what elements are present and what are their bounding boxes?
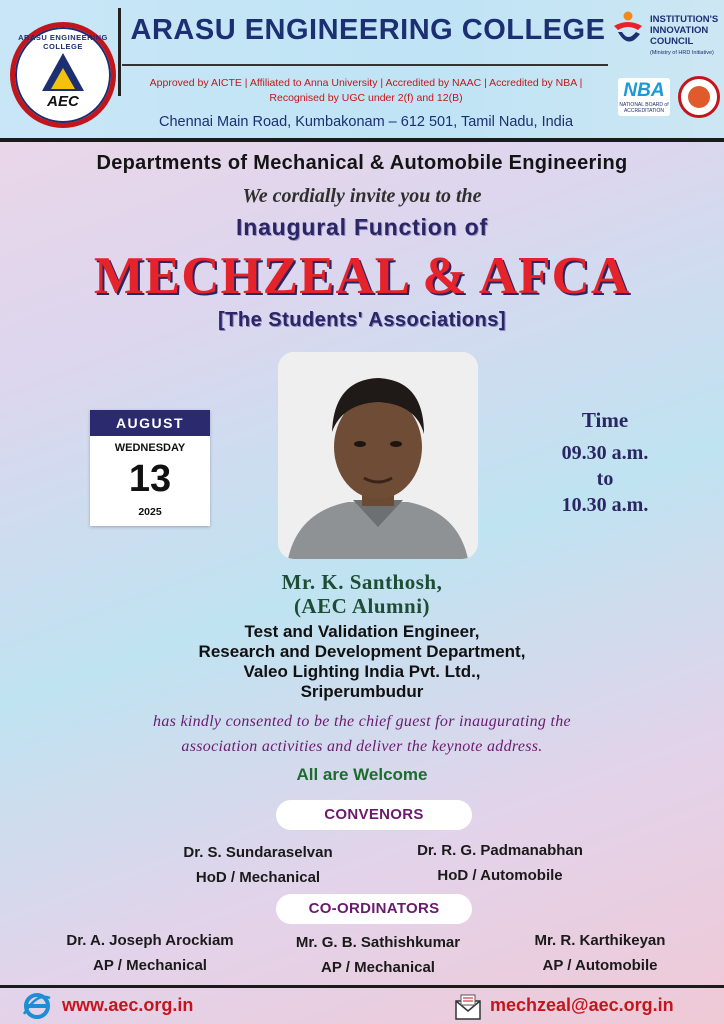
- header-rule: [122, 64, 608, 66]
- email-link[interactable]: mechzeal@aec.org.in: [490, 995, 674, 1015]
- accreditation-line-2: Recognised by UGC under 2(f) and 12(B): [269, 92, 463, 104]
- guest-role-line-4: Sriperumbudur: [300, 682, 424, 701]
- coordinator-1: [40, 928, 260, 978]
- naac-seal-icon: [678, 76, 720, 118]
- convenor-1-title: HoD / Mechanical: [195, 869, 321, 886]
- nba-logo-subtitle: NATIONAL BOARD of ACCREDITATION: [619, 102, 669, 114]
- accreditation-text: [126, 76, 606, 106]
- time-end: 10.30 a.m.: [561, 494, 649, 516]
- guest-photo: [278, 352, 478, 559]
- iic-line-1: INSTITUTION'S: [650, 14, 719, 25]
- welcome-text: All are Welcome: [296, 765, 428, 784]
- coordinator-3-name: Mr. R. Karthikeyan: [534, 932, 666, 949]
- convenors-heading: CONVENORS: [276, 800, 472, 830]
- iic-logo-icon: [608, 10, 648, 50]
- coordinator-3-title: AP / Automobile: [542, 957, 658, 974]
- logo-acronym: AEC: [47, 93, 79, 110]
- web-browser-icon: [22, 992, 52, 1020]
- guest-note-line-2: association activities and deliver the keynote address.: [181, 738, 543, 755]
- logo-inner-triangle-icon: [51, 68, 75, 89]
- guest-role-line-3: Valeo Lighting India Pvt. Ltd.,: [243, 662, 481, 681]
- header-vertical-divider: [118, 8, 121, 96]
- coordinator-1-name: Dr. A. Joseph Arockiam: [66, 932, 234, 949]
- coordinator-2-name: Mr. G. B. Sathishkumar: [295, 934, 461, 951]
- convenor-1: [158, 840, 358, 890]
- convenor-2: [400, 838, 600, 888]
- invite-line: We cordially invite you to the: [242, 185, 482, 207]
- college-logo: [10, 22, 116, 128]
- guest-name-block: [0, 570, 724, 618]
- convenor-1-name: Dr. S. Sundaraselvan: [183, 844, 333, 861]
- accreditation-line-1: Approved by AICTE | Affiliated to Anna University | Accredited by NAAC | Accredited by NBA |: [149, 77, 583, 89]
- time-block: [520, 408, 690, 518]
- iic-subtitle: (Ministry of HRD Initiative): [650, 50, 714, 56]
- coordinator-1-title: AP / Mechanical: [93, 957, 207, 974]
- iic-line-2: INNOVATION: [650, 25, 709, 36]
- guest-name: Mr. K. Santhosh,: [281, 570, 443, 594]
- email-icon: [453, 993, 483, 1021]
- website-link[interactable]: www.aec.org.in: [62, 995, 194, 1015]
- coordinator-2-title: AP / Mechanical: [321, 959, 435, 976]
- iic-title: [650, 14, 724, 47]
- department-title: Departments of Mechanical & Automobile Engineering: [96, 152, 628, 174]
- coordinator-2: [278, 930, 478, 980]
- footer-rule: [0, 985, 724, 988]
- convenor-2-name: Dr. R. G. Padmanabhan: [417, 842, 583, 859]
- iic-line-3: COUNCIL: [650, 36, 694, 47]
- guest-role-line-1: Test and Validation Engineer,: [244, 622, 480, 641]
- coordinators-heading: CO-ORDINATORS: [276, 894, 472, 924]
- event-title: MECHZEAL & AFCA: [93, 247, 631, 305]
- guest-note: [70, 709, 654, 759]
- date-card: [90, 410, 210, 526]
- date-year: 2025: [138, 506, 162, 518]
- date-weekday: WEDNESDAY: [114, 442, 186, 454]
- college-address: Chennai Main Road, Kumbakonam – 612 501, Tamil Nadu, India: [158, 114, 574, 130]
- date-month: AUGUST: [90, 410, 210, 436]
- convenor-2-title: HoD / Automobile: [437, 867, 563, 884]
- guest-portrait-icon: [278, 352, 478, 559]
- logo-ring-text: ARASU ENGINEERING COLLEGE: [18, 33, 108, 51]
- guest-role-line-2: Research and Development Department,: [198, 642, 526, 661]
- coordinator-3: [500, 928, 700, 978]
- date-day-number: 13: [128, 458, 172, 500]
- college-name: ARASU ENGINEERING COLLEGE: [130, 14, 606, 46]
- guest-affiliation: (AEC Alumni): [293, 594, 431, 618]
- header-bottom-rule: [0, 138, 724, 142]
- event-subtitle: [The Students' Associations]: [217, 309, 507, 331]
- inaugural-heading: Inaugural Function of: [236, 214, 488, 240]
- time-start: 09.30 a.m.: [561, 442, 649, 464]
- guest-note-line-1: has kindly consented to be the chief guest for inaugurating the: [153, 713, 571, 730]
- time-to: to: [596, 468, 614, 490]
- guest-role-block: [0, 622, 724, 702]
- nba-logo: [618, 78, 670, 116]
- nba-logo-text: NBA: [623, 80, 665, 101]
- naac-seal-center: [688, 86, 710, 108]
- time-label: Time: [581, 408, 629, 432]
